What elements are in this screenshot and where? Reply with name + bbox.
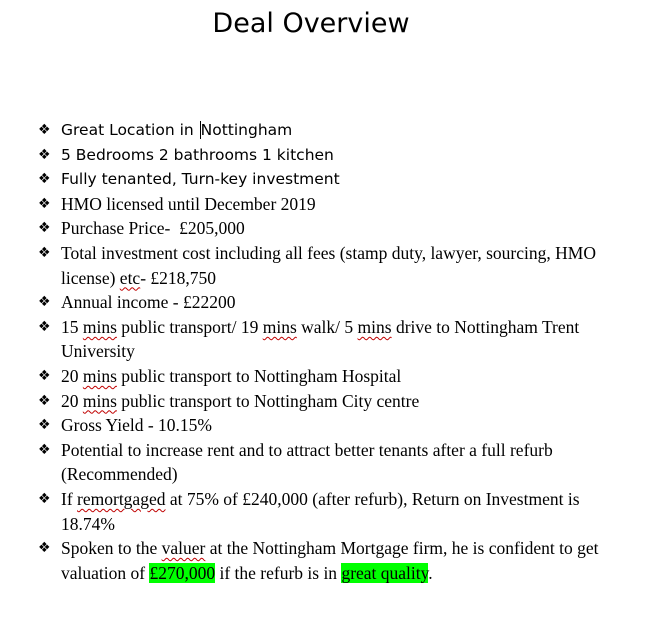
- item-text: Purchase Price- £205,000: [61, 218, 245, 239]
- four-diamond-bullet-icon: ❖: [38, 392, 51, 409]
- four-diamond-bullet-icon: ❖: [38, 122, 51, 138]
- four-diamond-bullet-icon: ❖: [38, 294, 51, 311]
- list-item: [38, 413, 628, 438]
- item-text: public transport/ 19: [116, 316, 263, 337]
- list-item: [38, 143, 628, 168]
- item-text: Spoken to the: [61, 538, 162, 559]
- four-diamond-bullet-icon: ❖: [38, 318, 51, 335]
- item-text: Great Location in: [61, 121, 199, 139]
- four-diamond-bullet-icon: ❖: [38, 220, 51, 237]
- list-item: [38, 290, 628, 315]
- spellcheck-word: mins: [357, 316, 392, 337]
- item-text: public transport to Nottingham Hospital: [116, 365, 402, 386]
- spellcheck-word: remortgaged: [77, 488, 166, 509]
- item-text: Annual income - £22200: [61, 292, 236, 313]
- item-text: if the refurb is in: [215, 562, 342, 583]
- list-item: [38, 241, 628, 290]
- four-diamond-bullet-icon: ❖: [38, 490, 51, 507]
- item-text: 20: [61, 390, 83, 411]
- list-item: [38, 167, 628, 192]
- four-diamond-bullet-icon: ❖: [38, 540, 51, 557]
- list-item: [38, 216, 628, 241]
- four-diamond-bullet-icon: ❖: [38, 146, 51, 163]
- item-text: Potential to increase rent and to attract better tenants after a full refurb (Recommended): [61, 439, 553, 485]
- spellcheck-word: valuer: [161, 538, 206, 559]
- four-diamond-bullet-icon: ❖: [38, 244, 51, 261]
- item-text: drive to Nottingham Trent University: [61, 316, 580, 362]
- document-title: Deal Overview: [212, 8, 410, 39]
- item-text: If: [61, 488, 78, 509]
- four-diamond-bullet-icon: ❖: [38, 195, 51, 212]
- spellcheck-word: mins: [262, 316, 297, 337]
- item-text: 20: [61, 365, 83, 386]
- item-text: - £218,750: [140, 267, 217, 288]
- item-text: public transport to Nottingham City centre: [116, 390, 420, 411]
- item-text: at the Nottingham Mortgage firm, he is confident to get valuation of: [61, 538, 599, 583]
- list-item: [38, 315, 628, 364]
- spellcheck-word: mins: [82, 365, 117, 386]
- item-text: 5 Bedrooms 2 bathrooms 1 kitchen: [61, 145, 334, 164]
- item-text: at 75% of £240,000 (after refurb), Return on Investment is 18.74%: [61, 488, 580, 534]
- four-diamond-bullet-icon: ❖: [38, 367, 51, 384]
- item-text: walk/ 5: [296, 316, 358, 337]
- four-diamond-bullet-icon: ❖: [38, 441, 51, 458]
- list-item: [38, 536, 628, 585]
- four-diamond-bullet-icon: ❖: [38, 417, 51, 434]
- spellcheck-word: etc: [119, 267, 141, 288]
- list-item: [38, 389, 628, 414]
- item-text: .: [428, 562, 433, 583]
- item-text: Nottingham: [200, 121, 293, 139]
- item-text: HMO licensed until December 2019: [61, 193, 316, 214]
- list-item: [38, 364, 628, 389]
- list-item: [38, 118, 628, 143]
- spellcheck-word: mins: [82, 316, 117, 337]
- list-item: [38, 192, 628, 217]
- list-item: [38, 487, 628, 536]
- highlighted-text: great quality: [341, 562, 429, 583]
- item-text: Total investment cost including all fees (stamp duty, lawyer, sourcing, HMO license): [61, 242, 596, 288]
- four-diamond-bullet-icon: ❖: [38, 171, 51, 188]
- spellcheck-word: mins: [82, 390, 117, 411]
- item-text: 15: [61, 316, 83, 337]
- item-text: Fully tenanted, Turn-key investment: [61, 170, 340, 189]
- list-item: [38, 438, 628, 487]
- item-text: Gross Yield - 10.15%: [61, 415, 213, 436]
- highlighted-text: £270,000: [149, 562, 216, 583]
- deal-bullet-list: [38, 118, 628, 585]
